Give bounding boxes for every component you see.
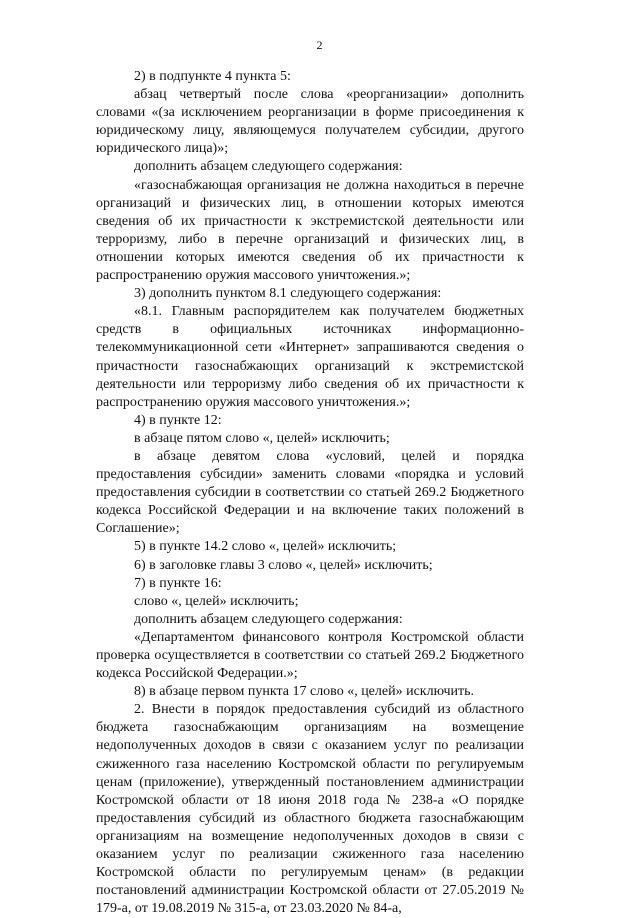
paragraph: 5) в пункте 14.2 слово «, целей» исключить;	[134, 539, 397, 555]
paragraph: в абзаце девятом слова «условий, целей и порядка предоставления субсидии» заменить словами «порядка и условий предоставления субсидии в соответствии со статьей 269.2 Бюджетного кодекса Российской Федерации и на включение таких положений в Соглашение»;	[96, 448, 524, 537]
paragraph: дополнить абзацем следующего содержания:	[134, 611, 403, 627]
paragraph: 4) в пункте 12:	[134, 412, 222, 428]
paragraph: 7) в пункте 16:	[134, 575, 222, 591]
paragraph: абзац четвертый после слова «реорганизации» дополнить словами «(за исключением реорганизации в форме присоединения к юридическому лицу, являющемуся получателем субсидии, другого юридического лица)»;	[96, 87, 524, 157]
paragraph: «Департаментом финансового контроля Костромской области проверка осуществляется в соответствии со статьей 269.2 Бюджетного кодекса Российской Федерации.»;	[96, 629, 524, 682]
page-number: 2	[316, 38, 323, 52]
paragraph: 8) в абзаце первом пункта 17 слово «, целей» исключить.	[134, 684, 475, 700]
paragraph: «газоснабжающая организация не должна находиться в перечне организаций и физических лиц, в отношении которых имеются сведения об их причастности к экстремистской деятельности или терроризму, либо в перечне организаций и физических лиц, в отношении которых имеются сведения об их причастности к распространению оружия массового уничтожения.»;	[96, 177, 524, 284]
paragraph: 2. Внести в порядок предоставления субсидий из областного бюджета газоснабжающим организациям на возмещение недополученных доходов в связи с оказанием услуг по реализации сжиженного газа населению Костромской области по регулируемым ценам (приложение), утвержденный постановлением администрации Костромской области от 18 июня 2018 года № 238-а «О порядке предоставления субсидий из областного бюджета газоснабжающим организациям на возмещение недополученных доходов в связи с оказанием услуг по реализации сжиженного газа населению Костромской области по регулируемым ценам» (в редакции постановлений администрации Костромской области от 27.05.2019 № 179-а, от 19.08.2019 № 315-а, от 23.03.2020 № 84-а,	[96, 702, 524, 917]
paragraph: слово «, целей» исключить;	[134, 593, 299, 609]
paragraph: дополнить абзацем следующего содержания:	[134, 159, 403, 175]
paragraph: 3) дополнить пунктом 8.1 следующего содержания:	[134, 286, 442, 302]
paragraph: 2) в подпункте 4 пункта 5:	[134, 69, 291, 84]
paragraph: 6) в заголовке главы 3 слово «, целей» исключить;	[134, 557, 433, 573]
paragraph: в абзаце пятом слово «, целей» исключить;	[134, 430, 390, 446]
document-body	[96, 68, 524, 918]
paragraph: «8.1. Главным распорядителем как получателем бюджетных средств в официальных источниках информационно-телекоммуникационной сети «Интернет» запрашиваются сведения о причастности газоснабжающих организаций к экстремистской деятельности или терроризму либо сведения об их причастности к распространению оружия массового уничтожения.»;	[96, 304, 524, 410]
